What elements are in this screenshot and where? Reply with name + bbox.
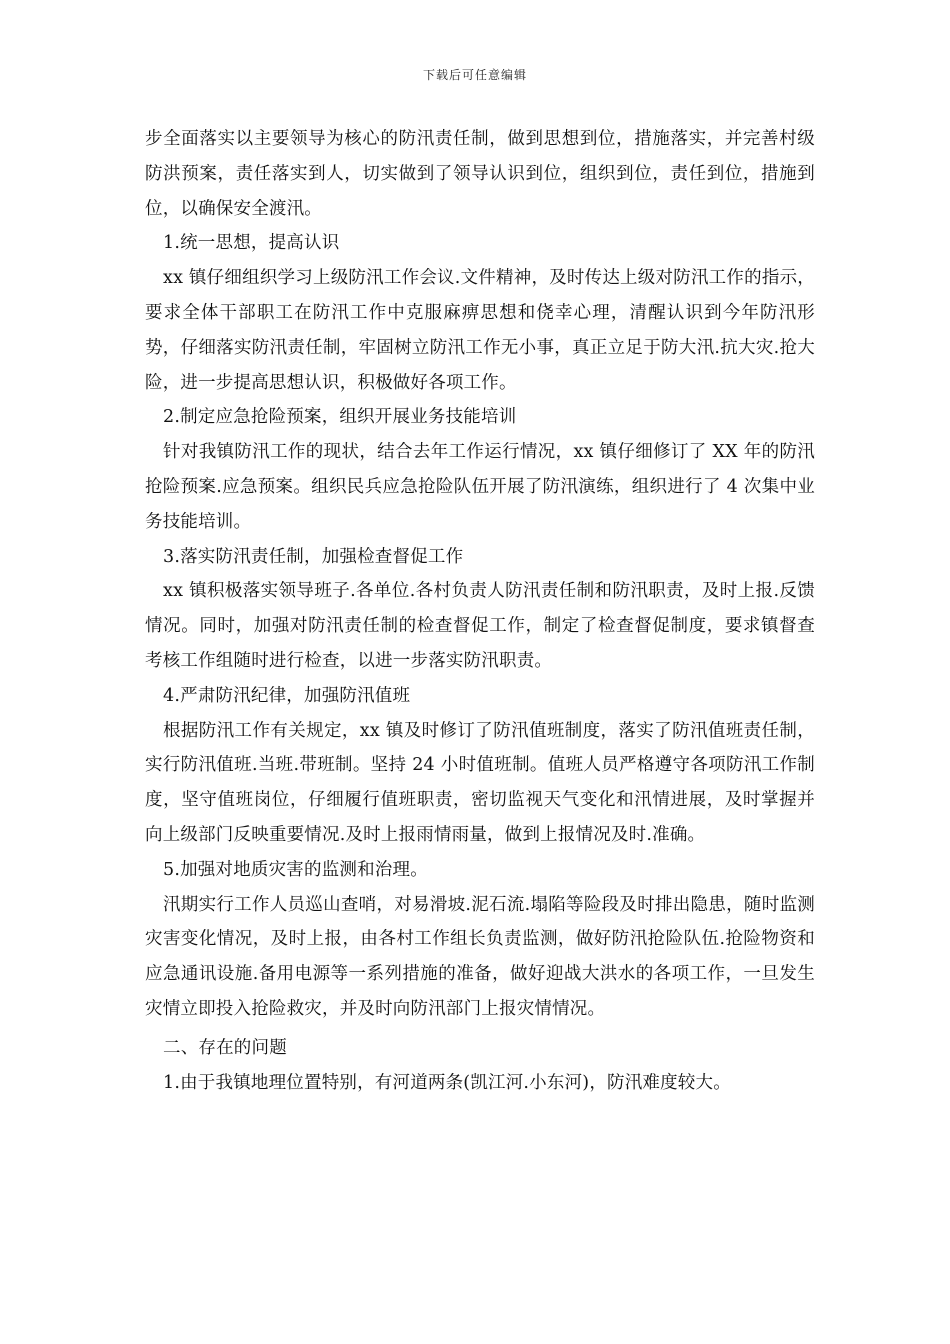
paragraph: 汛期实行工作人员巡山查哨，对易滑坡.泥石流.塌陷等险段及时排出隐患，随时监测灾害变化情况，及时上报，由各村工作组长负责监测，做好防汛抢险队伍.抢险物资和应急通讯设施.备用电源等一系列措施的准备，做好迎战大洪水的各项工作，一旦发生灾情立即投入抢险救灾，并及时向防汛部门上报灾情情况。	[145, 894, 815, 1019]
paragraph: 根据防汛工作有关规定，xx 镇及时修订了防汛值班制度，落实了防汛值班责任制，实行防汛值班.当班.带班制。坚持 24 小时值班制。值班人员严格遵守各项防汛工作制度，坚守值班岗位，仔细履行值班职责，密切监视天气变化和汛情进展，及时掌握并向上级部门反映重要情况.及时上报雨情雨量，做到上报情况及时.准确。	[145, 720, 815, 845]
paragraph: xx 镇仔细组织学习上级防汛工作会议.文件精神，及时传达上级对防汛工作的指示，要求全体干部职工在防汛工作中克服麻痹思想和侥幸心理，清醒认识到今年防汛形势，仔细落实防汛责任制，牢固树立防汛工作无小事，真正立足于防大汛.抗大灾.抢大险，进一步提高思想认识，积极做好各项工作。	[145, 268, 815, 393]
document-body	[145, 122, 815, 1100]
section-heading: 4.严肃防汛纪律，加强防汛值班	[163, 685, 411, 706]
section-heading: 2.制定应急抢险预案，组织开展业务技能培训	[163, 407, 517, 428]
section-heading: 3.落实防汛责任制，加强检查督促工作	[163, 546, 464, 567]
paragraph: 针对我镇防汛工作的现状，结合去年工作运行情况，xx 镇仔细修订了 XX 年的防汛抢险预案.应急预案。组织民兵应急抢险队伍开展了防汛演练，组织进行了 4 次集中业务技能培训。	[145, 442, 815, 532]
paragraph: 1.由于我镇地理位置特别，有河道两条(凯江河.小东河)，防汛难度较大。	[163, 1072, 731, 1093]
section-heading: 1.统一思想，提高认识	[163, 233, 340, 254]
chapter-heading: 二、存在的问题	[163, 1037, 287, 1058]
paragraph: xx 镇积极落实领导班子.各单位.各村负责人防汛责任制和防汛职责，及时上报.反馈情况。同时，加强对防汛责任制的检查督促工作，制定了检查督促制度，要求镇督查考核工作组随时进行检查，以进一步落实防汛职责。	[145, 581, 815, 671]
section-heading: 5.加强对地质灾害的监测和治理。	[163, 859, 428, 880]
paragraph: 步全面落实以主要领导为核心的防汛责任制，做到思想到位，措施落实，并完善村级防洪预案，责任落实到人，切实做到了领导认识到位，组织到位，责任到位，措施到位，以确保安全渡汛。	[145, 129, 815, 219]
header-note: 下载后可任意编辑	[422, 68, 527, 82]
